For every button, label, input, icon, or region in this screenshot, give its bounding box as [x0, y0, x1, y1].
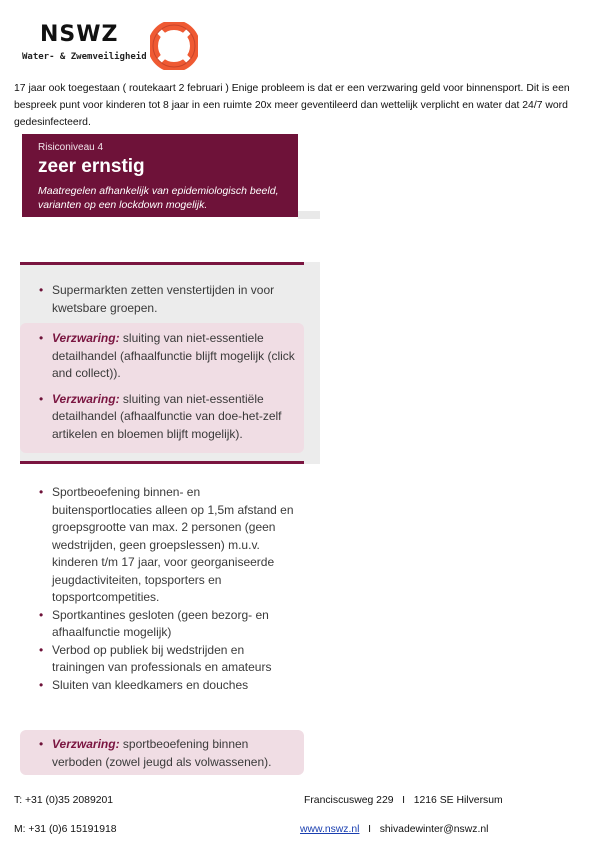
measure-list: [36, 282, 302, 317]
verzwaring-text: sportbeoefening binnen verboden (zowel jeugd als volwassenen).: [52, 737, 272, 769]
list-item: • Sluiten van kleedkamers en douches: [36, 677, 296, 695]
logo-text: NSWZ: [40, 22, 119, 47]
footer-separator: I: [359, 824, 380, 835]
list-item: [36, 391, 302, 444]
verzwaring-label: Verzwaring:: [52, 331, 120, 345]
list-item: • Sportkantines gesloten (geen bezorg- en afhaalfunctie mogelijk): [36, 607, 296, 642]
verzwaring-text: sluiting van niet-essentiële detailhandel (afhaalfunctie van doe-het-zelf artikelen en bloemen blijft mogelijk).: [52, 391, 282, 441]
risk-level-card: [22, 134, 298, 217]
footer-email[interactable]: shivadewinter@nswz.nl: [379, 824, 489, 835]
list-item: [36, 736, 300, 771]
risk-level: Risiconiveau 4: [38, 142, 104, 153]
sport-verzwaring-list: [36, 736, 300, 771]
card-shadow: [298, 211, 320, 219]
list-item: • Verbod op publiek bij wedstrijden en trainingen van professionals en amateurs: [36, 642, 296, 677]
section-divider: [20, 461, 304, 464]
list-item: • Sportbeoefening binnen- en buitensportlocaties alleen op 1,5m afstand en groepsgrootte van max. 2 personen (geen wedstrijden, geen groepslessen) m.u.v. kinderen t/m 17 jaar, voor georganiseerde jeugdactiviteiten, topsporters en topsportcompetities.: [36, 484, 296, 607]
lifebuoy-icon: [150, 22, 198, 70]
verzwaring-list: [36, 330, 302, 451]
verzwaring-label: Verzwaring:: [52, 391, 120, 406]
section-divider: [20, 262, 304, 265]
footer-contact: [300, 824, 488, 835]
footer-phone: T: +31 (0)35 2089201: [14, 795, 114, 806]
risk-title: zeer ernstig: [38, 156, 145, 177]
intro-paragraph: 17 jaar ook toegestaan ( routekaart 2 februari ) Enige probleem is dat er een verzwaring geld voor binnensport. Dit is een bespreek punt voor kinderen tot 8 jaar in een ruimte 20x meer geventileerd dan wettelijk verplicht en water dat 24/7 word gedesinfecteerd.: [14, 83, 570, 128]
logo-subtitle: Water- & Zwemveiligheid: [22, 52, 147, 62]
website-link[interactable]: www.nswz.nl: [300, 824, 360, 835]
risk-description: Maatregelen afhankelijk van epidemiologisch beeld, varianten op een lockdown mogelijk.: [38, 185, 279, 211]
list-item: • Supermarkten zetten venstertijden in voor kwetsbare groepen.: [36, 282, 302, 317]
verzwaring-label: Verzwaring:: [52, 737, 120, 751]
footer-mobile: M: +31 (0)6 15191918: [14, 824, 117, 835]
sport-measure-list: [36, 484, 296, 694]
list-item: [36, 330, 302, 383]
verzwaring-text: sluiting van niet-essentiele detailhandel (afhaalfunctie blijft mogelijk (click and collect)).: [52, 331, 295, 380]
footer-address: Franciscusweg 229 I 1216 SE Hilversum: [304, 795, 503, 806]
